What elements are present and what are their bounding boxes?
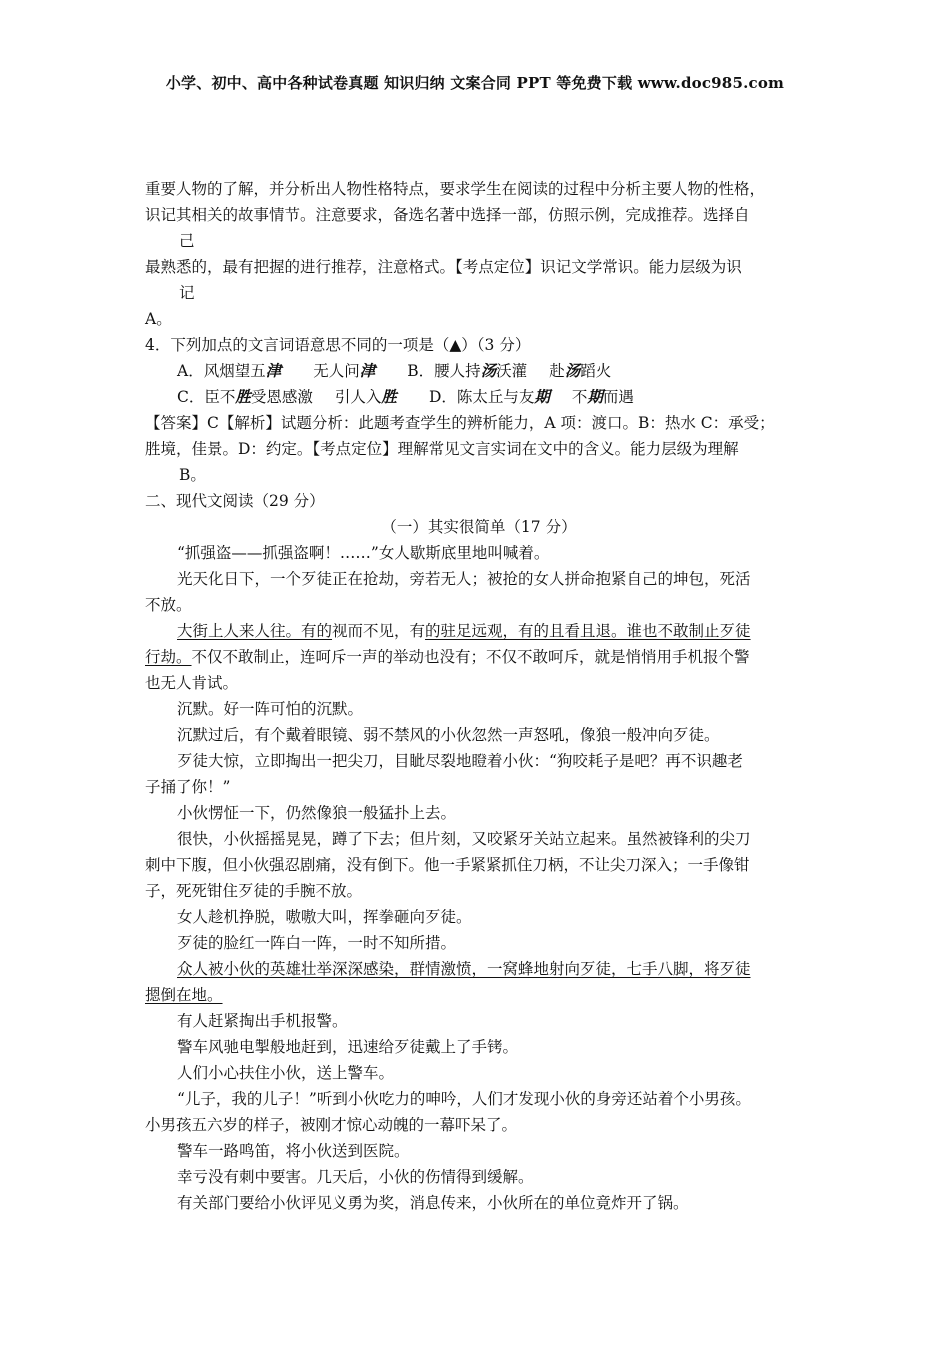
paragraph: 幸亏没有刺中要害。几天后，小伙的伤情得到缓解。 bbox=[177, 1168, 534, 1186]
paragraph: “儿子，我的儿子！”听到小伙吃力的呻吟，人们才发现小伙的身旁还站着个小男孩。 bbox=[177, 1090, 751, 1108]
paragraph-cont: 子，死死钳住歹徒的手腕不放。 bbox=[145, 882, 363, 900]
text-line: 重要人物的了解，并分析出人物性格特点，要求学生在阅读的过程中分析主要人物的性格， bbox=[145, 180, 766, 198]
question-4-options-ab bbox=[145, 358, 813, 384]
paragraph-cont: 小男孩五六岁的样子，被刚才惊心动魄的一幕吓呆了。 bbox=[145, 1116, 518, 1134]
question-4-stem: 4．下列加点的文言词语意思不同的一项是（▲）（3 分） bbox=[145, 336, 531, 354]
paragraph: “抓强盗——抓强盗啊！……”女人歇斯底里地叫喊着。 bbox=[177, 544, 550, 562]
option-a: A．风烟望五津 无人问津 bbox=[177, 361, 376, 380]
paragraph: 人们小心扶住小伙，送上警车。 bbox=[177, 1064, 395, 1082]
paragraph-cont: 子捅了你！” bbox=[145, 778, 231, 796]
paragraph-cont: 也无人肯试。 bbox=[145, 674, 239, 692]
option-d: D．陈太丘与友期 不期而遇 bbox=[428, 387, 634, 406]
underlined-paragraph: 众人被小伙的英雄壮举深深感染，群情激愤，一窝蜂地射向歹徒，七手八脚，将歹徒 bbox=[177, 960, 751, 978]
answer-line: 【答案】C【解析】试题分析：此题考查学生的辨析能力，A 项：渡口。B：热水 C：承受； bbox=[145, 414, 775, 432]
option-b: B．腰人持汤沃灌 赴汤蹈火 bbox=[407, 361, 612, 380]
section-title: 二、现代文阅读（29 分） bbox=[145, 492, 325, 510]
option-c: C．臣不胜受恩感激 引人入胜 bbox=[177, 387, 397, 406]
paragraph: 女人趁机挣脱，嗷嗷大叫，挥拳砸向歹徒。 bbox=[177, 908, 472, 926]
underlined-paragraph-cont: 摁倒在地。 bbox=[145, 986, 223, 1004]
paragraph: 有人赶紧掏出手机报警。 bbox=[177, 1012, 348, 1030]
paragraph: 歹徒大惊，立即掏出一把尖刀，目眦尽裂地瞪着小伙：“狗咬耗子是吧？再不识趣老 bbox=[177, 752, 743, 770]
paragraph: 警车风驰电掣般地赶到，迅速给歹徒戴上了手铐。 bbox=[177, 1038, 519, 1056]
underlined-paragraph: 大街上人来人往。有的视而不见，有的驻足远观，有的且看且退。谁也不敢制止歹徒 bbox=[177, 622, 751, 640]
answer-line: 胜境，佳景。D：约定。【考点定位】理解常见文言实词在文中的含义。能力层级为理解 bbox=[145, 440, 739, 458]
answer-line: B。 bbox=[179, 466, 206, 484]
paragraph: 沉默过后，有个戴着眼镜、弱不禁风的小伙忽然一声怒吼，像狼一般冲向歹徒。 bbox=[177, 726, 720, 744]
paragraph: 有关部门要给小伙评见义勇为奖，消息传来，小伙所在的单位竟炸开了锅。 bbox=[177, 1194, 689, 1212]
question-4-options-cd bbox=[145, 384, 813, 410]
paragraph: 光天化日下，一个歹徒正在抢劫，旁若无人；被抢的女人拼命抱紧自己的坤包，死活 bbox=[177, 570, 751, 588]
paragraph: 小伙愣怔一下，仍然像狼一般猛扑上去。 bbox=[177, 804, 457, 822]
document-body bbox=[145, 176, 813, 1216]
text-line: A。 bbox=[145, 310, 172, 328]
paragraph-cont: 刺中下腹，但小伙强忍剧痛，没有倒下。他一手紧紧抓住刀柄，不让尖刀深入；一手像钳 bbox=[145, 856, 750, 874]
text-line: 己 bbox=[179, 232, 195, 250]
page-header: 小学、初中、高中各种试卷真题 知识归纳 文案合同 PPT 等免费下载 www.doc985.com bbox=[165, 74, 785, 92]
paragraph: 很快，小伙摇摇晃晃，蹲了下去；但片刻，又咬紧牙关站立起来。虽然被锋利的尖刀 bbox=[177, 830, 751, 848]
text-line: 记 bbox=[179, 284, 195, 302]
paragraph: 沉默。好一阵可怕的沉默。 bbox=[177, 700, 364, 718]
paragraph: 警车一路鸣笛，将小伙送到医院。 bbox=[177, 1142, 410, 1160]
paragraph: 歹徒的脸红一阵白一阵，一时不知所措。 bbox=[177, 934, 457, 952]
text-line: 识记其相关的故事情节。注意要求，备选名著中选择一部，仿照示例，完成推荐。选择自 bbox=[145, 206, 750, 224]
text-line: 最熟悉的，最有把握的进行推荐，注意格式。【考点定位】识记文学常识。能力层级为识 bbox=[145, 258, 742, 276]
paragraph-cont: 不放。 bbox=[145, 596, 192, 614]
passage-title: （一）其实很简单（17 分） bbox=[381, 518, 577, 536]
underlined-paragraph-cont: 行劫。不仅不敢制止，连呵斥一声的举动也没有；不仅不敢呵斥，就是悄悄用手机报个警 bbox=[145, 648, 750, 666]
